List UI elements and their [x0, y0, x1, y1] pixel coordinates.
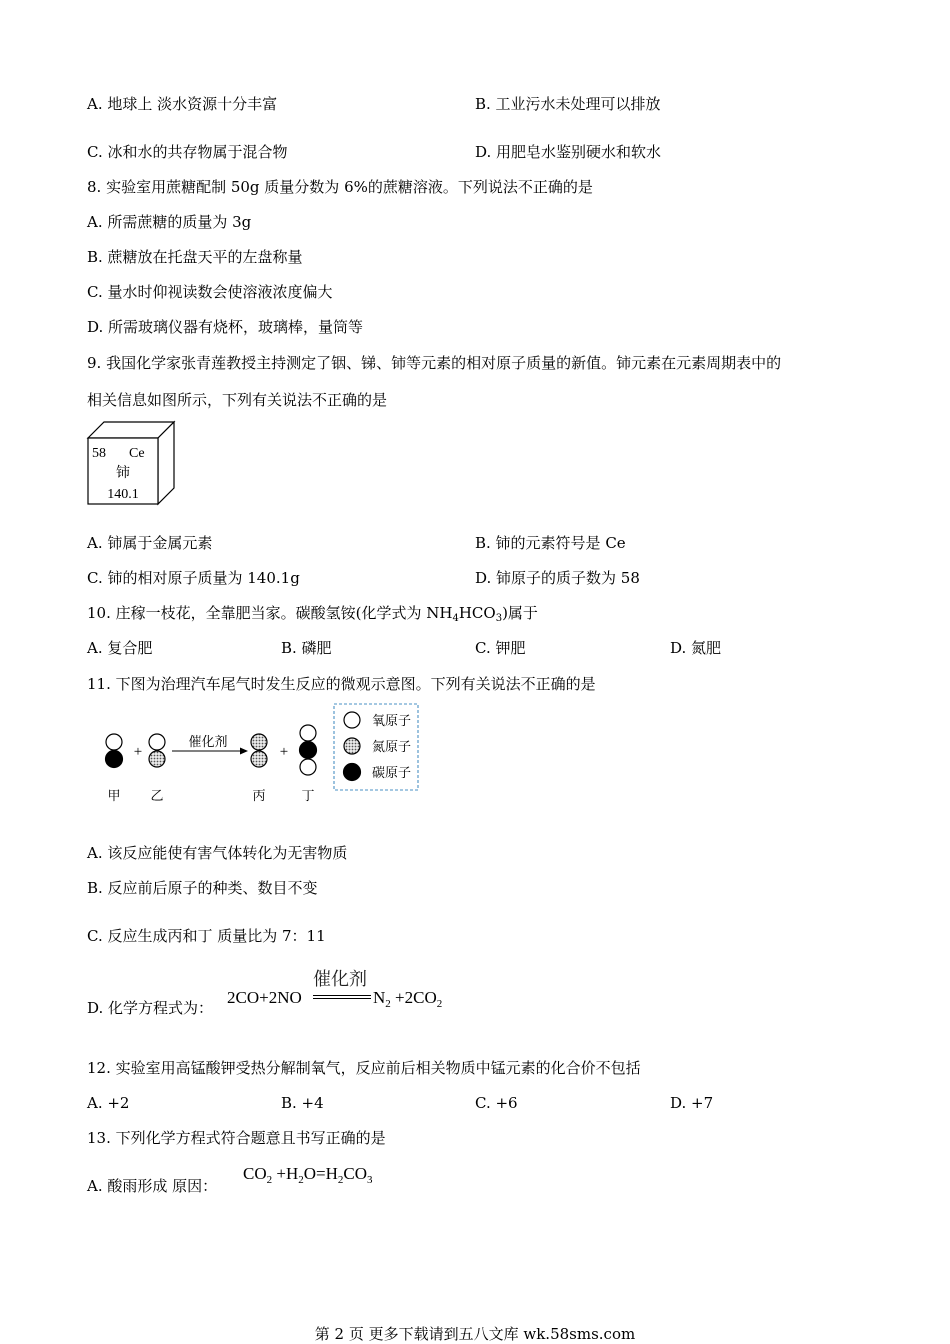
- legend-carbon: 碳原子: [372, 766, 412, 781]
- element-name: 铈: [116, 465, 130, 481]
- legend-oxygen: 氧原子: [372, 714, 412, 729]
- q10-option-c: C. 钾肥: [475, 639, 526, 657]
- label-yi: 乙: [150, 789, 164, 804]
- element-mass: 140.1: [107, 487, 139, 502]
- element-number: 58: [92, 446, 106, 461]
- reaction-micro-diagram: [96, 700, 426, 808]
- q11-equation-right: $N_2 +2CO_2$: [373, 988, 443, 1010]
- q11-option-b: B. 反应前后原子的种类、数目不变: [87, 879, 318, 897]
- q10-option-a: A. 复合肥: [87, 639, 153, 657]
- q10-option-d: D. 氮肥: [670, 639, 722, 657]
- equation-double-line-bottom: [313, 998, 371, 999]
- q13-option-a-label: A. 酸雨形成 原因：: [87, 1177, 218, 1195]
- label-ding: 丁: [301, 789, 315, 804]
- plus-sign-2: +: [279, 744, 289, 760]
- q7-option-a: A. 地球上 淡水资源十分丰富: [87, 95, 278, 113]
- q7-option-d: D. 用肥皂水鉴别硬水和软水: [475, 143, 662, 161]
- q9-stem-line2: 相关信息如图所示，下列有关说法不正确的是: [87, 391, 388, 409]
- q7-option-c: C. 冰和水的共存物属于混合物: [87, 143, 288, 161]
- label-bing: 丙: [252, 789, 266, 804]
- q13-equation: $CO_2 +H_2O=H_2CO_3$: [243, 1164, 373, 1186]
- element-symbol: Ce: [129, 446, 145, 461]
- catalyst-label: 催化剂: [188, 735, 228, 750]
- q8-option-a: A. 所需蔗糖的质量为 3g: [87, 213, 252, 231]
- q11-option-a: A. 该反应能使有害气体转化为无害物质: [87, 844, 348, 862]
- q9-option-a: A. 铈属于金属元素: [87, 534, 213, 552]
- q11-stem: 11. 下图为治理汽车尾气时发生反应的微观示意图。下列有关说法不正确的是: [87, 675, 596, 693]
- q11-option-d-label: D. 化学方程式为：: [87, 999, 214, 1017]
- q7-option-b: B. 工业污水未处理可以排放: [475, 95, 661, 113]
- q12-option-d: D. +7: [670, 1094, 714, 1112]
- equation-double-line-top: [313, 995, 371, 996]
- legend-nitrogen-marker: [344, 738, 360, 754]
- q11-equation-catalyst: 催化剂: [313, 969, 367, 990]
- label-jia: 甲: [107, 789, 121, 804]
- legend-carbon-marker: [344, 764, 361, 781]
- plus-sign-1: +: [133, 744, 143, 760]
- element-cell-figure: [86, 420, 178, 506]
- q12-option-b: B. +4: [281, 1094, 324, 1112]
- page-footer: 第 2 页 更多下载请到五八文库 wk.58sms.com: [314, 1325, 636, 1343]
- q8-option-b: B. 蔗糖放在托盘天平的左盘称量: [87, 248, 303, 266]
- q9-stem-line1: 9. 我国化学家张青莲教授主持测定了铟、锑、铈等元素的相对原子质量的新值。铈元素在元素周期表中的: [87, 354, 782, 372]
- q13-stem: 13. 下列化学方程式符合题意且书写正确的是: [87, 1129, 386, 1147]
- q10-option-b: B. 磷肥: [281, 639, 332, 657]
- q12-stem: 12. 实验室用高锰酸钾受热分解制氧气，反应前后相关物质中锰元素的化合价不包括: [87, 1059, 641, 1077]
- q12-option-c: C. +6: [475, 1094, 518, 1112]
- q9-option-c: C. 铈的相对原子质量为 140.1g: [87, 569, 300, 587]
- q12-option-a: A. +2: [87, 1094, 130, 1112]
- q10-stem: 10. 庄稼一枝花，全靠肥当家。碳酸氢铵(化学式为 $NH_4HCO_3$)属于: [87, 604, 538, 624]
- q8-option-c: C. 量水时仰视读数会使溶液浓度偏大: [87, 283, 333, 301]
- q11-option-c: C. 反应生成丙和丁 质量比为 7：11: [87, 927, 326, 945]
- legend-nitrogen: 氮原子: [372, 740, 412, 755]
- q9-option-b: B. 铈的元素符号是 Ce: [475, 534, 626, 552]
- q8-option-d: D. 所需玻璃仪器有烧杯，玻璃棒，量筒等: [87, 318, 364, 336]
- q9-option-d: D. 铈原子的质子数为 58: [475, 569, 640, 587]
- q11-equation-left: 2CO+2NO: [227, 988, 302, 1007]
- q8-stem: 8. 实验室用蔗糖配制 50g 质量分数为 6%的蔗糖溶液。下列说法不正确的是: [87, 178, 593, 196]
- legend-oxygen-marker: [344, 712, 360, 728]
